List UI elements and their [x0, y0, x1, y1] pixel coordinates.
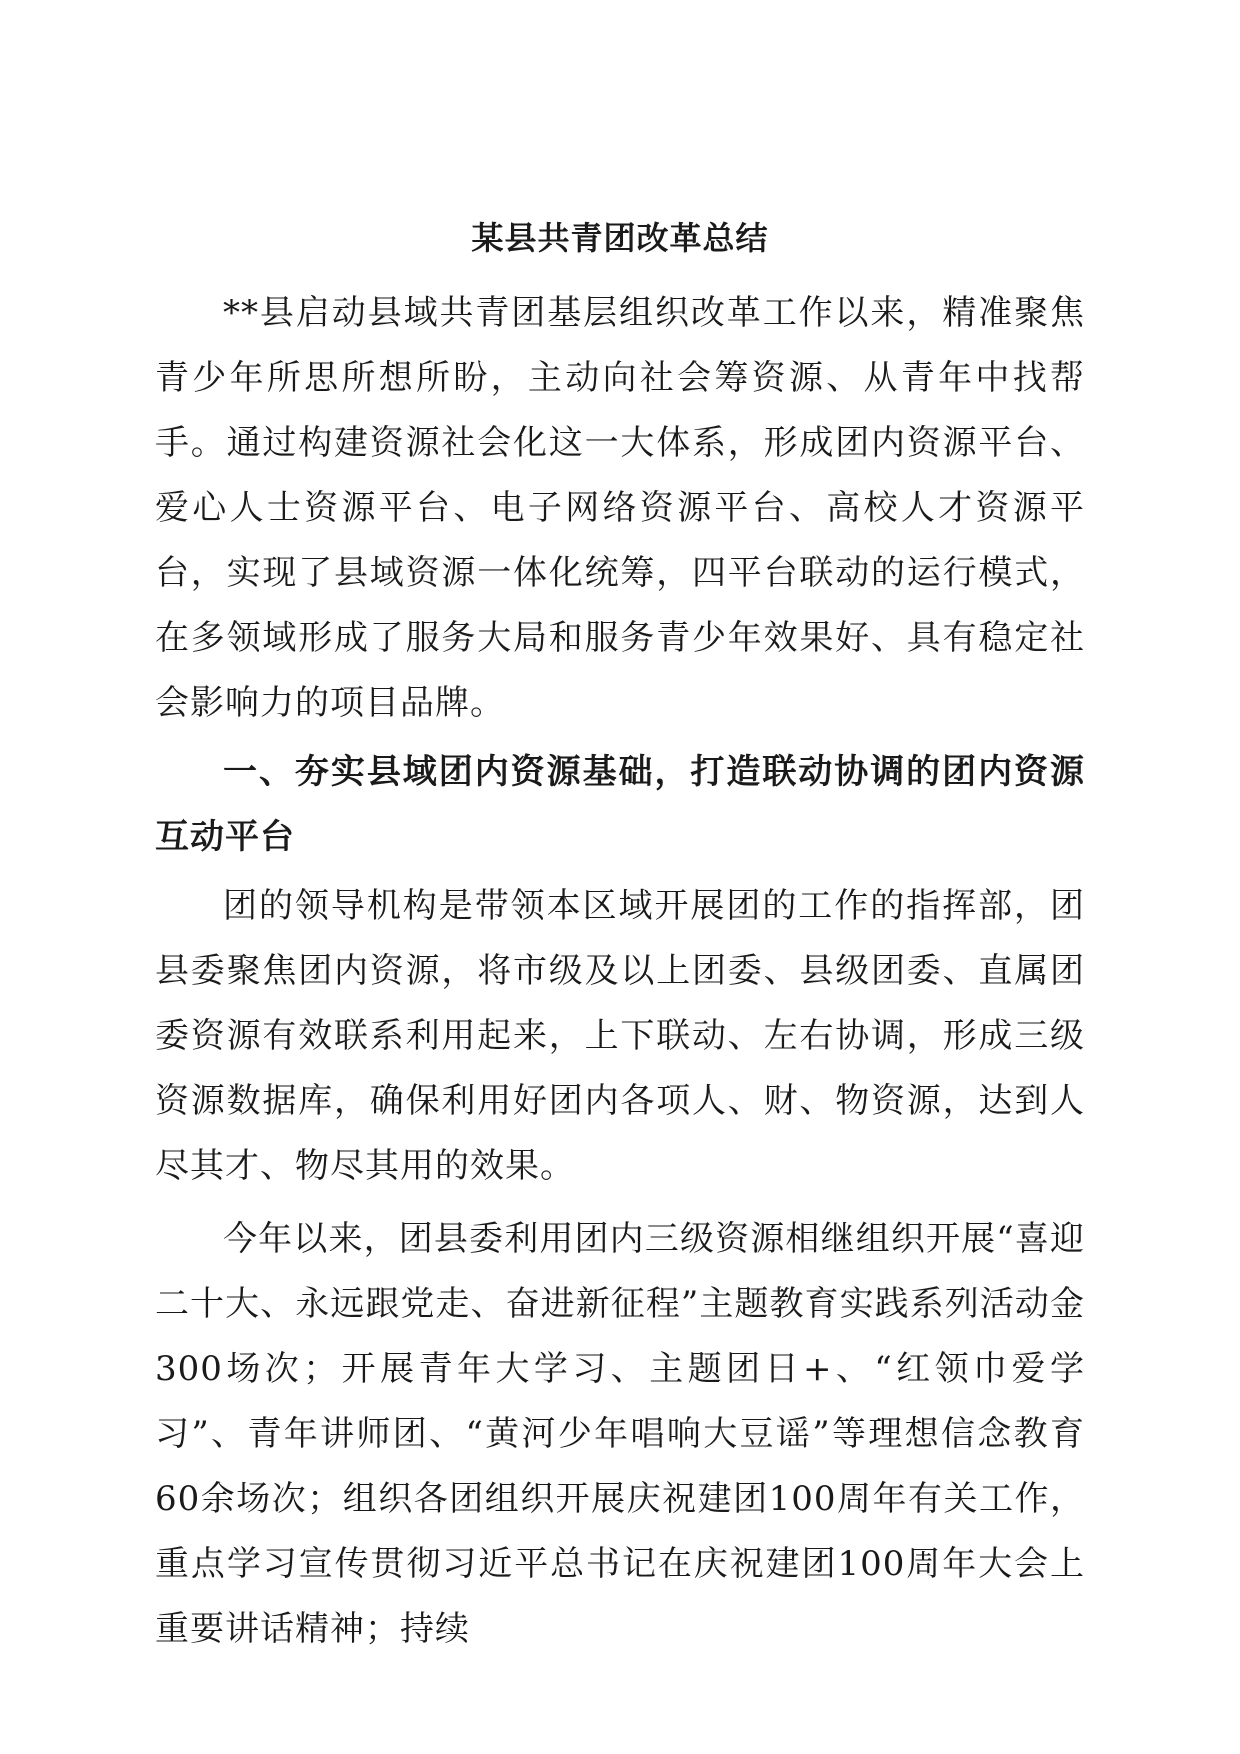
- document-page: [155, 215, 1085, 1662]
- section-heading: 一、夯实县域团内资源基础，打造联动协调的团内资源互动平台: [155, 752, 1085, 857]
- intro-paragraph: **县启动县域共青团基层组织改革工作以来，精准聚焦青少年所思所想所盼，主动向社会筹资源、从青年中找帮手。通过构建资源社会化这一大体系，形成团内资源平台、爱心人士资源平台、电子网络资源平台、高校人才资源平台，实现了县域资源一体化统筹，四平台联动的运行模式，在多领域形成了服务大局和服务青少年效果好、具有稳定社会影响力的项目品牌。: [155, 293, 1085, 723]
- paragraph-spacer: [155, 1199, 1085, 1207]
- document-title: 某县共青团改革总结: [471, 219, 769, 257]
- section-paragraph-2: 今年以来，团县委利用团内三级资源相继组织开展“喜迎二十大、永远跟党走、奋进新征程”主题教育实践系列活动金300场次；开展青年大学习、主题团日+、“红领巾爱学习”、青年讲师团、“黄河少年唱响大豆谣”等理想信念教育60余场次；组织各团组织开展庆祝建团100周年有关工作，重点学习宣传贯彻习近平总书记在庆祝建团100周年大会上重要讲话精神；持续: [155, 1219, 1085, 1649]
- section-paragraph-1: 团的领导机构是带领本区域开展团的工作的指挥部，团县委聚焦团内资源，将市级及以上团委、县级团委、直属团委资源有效联系利用起来，上下联动、左右协调，形成三级资源数据库，确保利用好团内各项人、财、物资源，达到人尽其才、物尽其用的效果。: [155, 886, 1085, 1186]
